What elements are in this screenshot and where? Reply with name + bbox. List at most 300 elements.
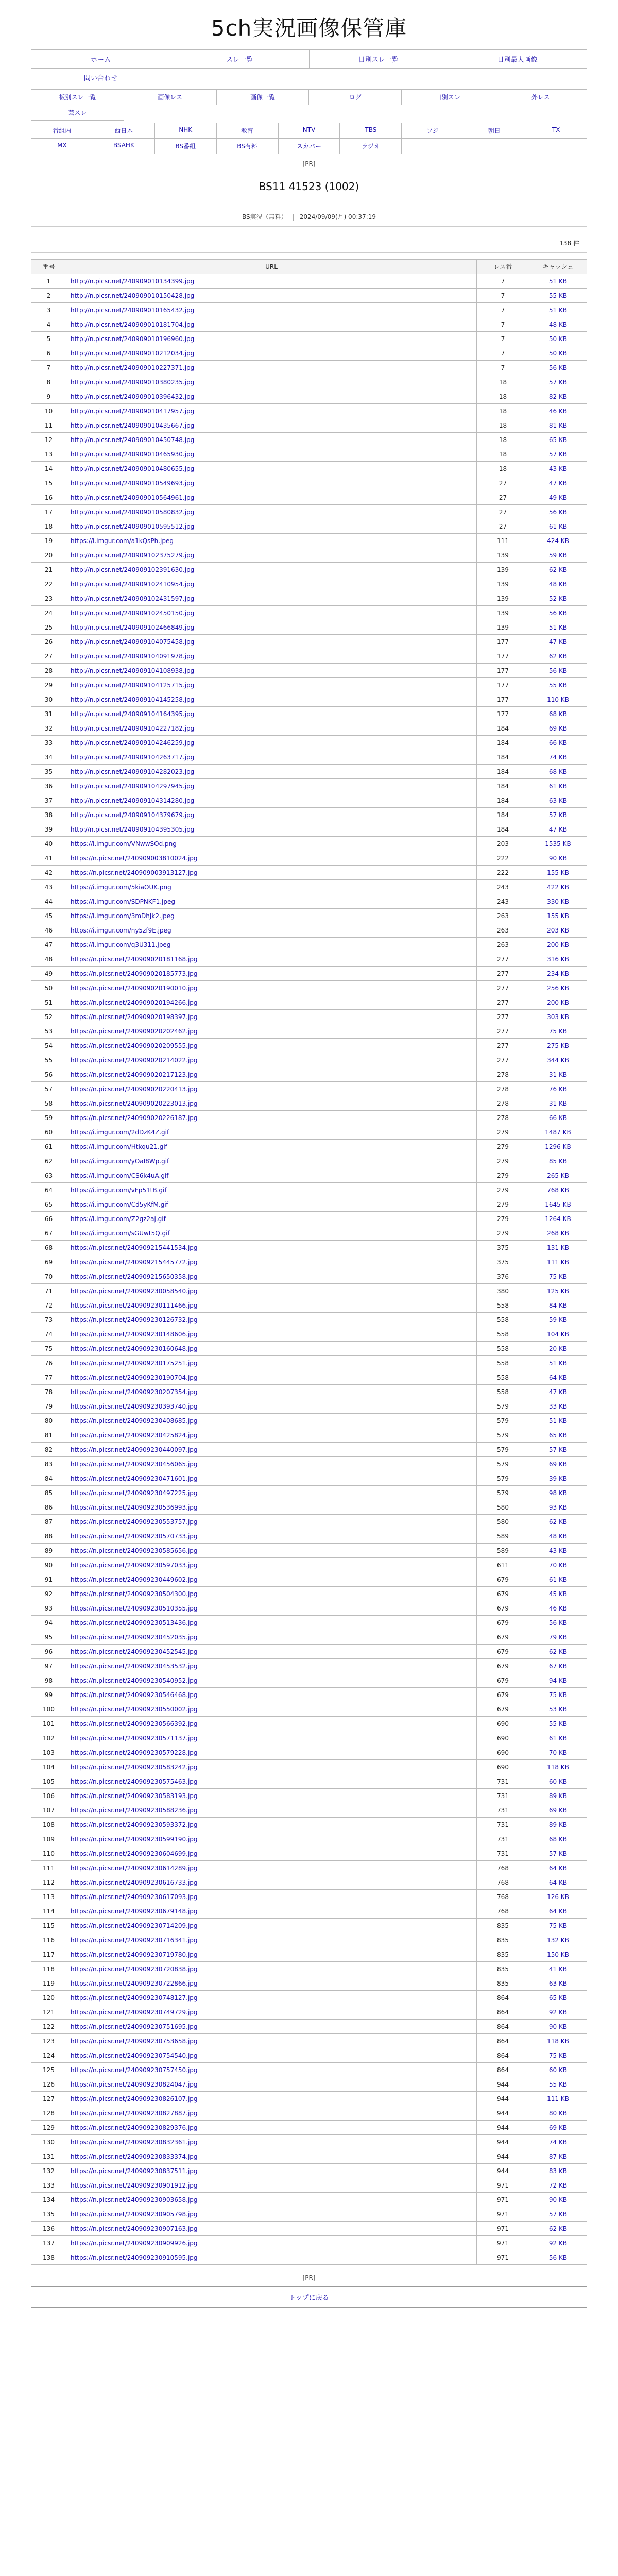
cache-size-link[interactable]: 256 KB <box>547 984 569 992</box>
image-url-link[interactable]: https://n.picsr.net/240909020181168.jpg <box>71 955 198 963</box>
cache-size-link[interactable]: 53 KB <box>548 1705 568 1713</box>
main-nav-item[interactable]: 日別最大画像 <box>448 50 587 69</box>
cache-size-link[interactable]: 57 KB <box>548 2210 568 2218</box>
image-url-link[interactable]: http://n.picsr.net/240909010480655.jpg <box>71 465 195 472</box>
cache-size-link[interactable]: 43 KB <box>548 465 568 472</box>
image-url-link[interactable]: https://n.picsr.net/240909020194266.jpg <box>71 998 198 1006</box>
cache-size-link[interactable]: 74 KB <box>548 2138 568 2146</box>
image-url-link[interactable]: http://n.picsr.net/240909010417957.jpg <box>71 407 195 415</box>
image-url-link[interactable]: https://n.picsr.net/240909215441534.jpg <box>71 1244 198 1251</box>
image-url-link[interactable]: https://n.picsr.net/240909230617093.jpg <box>71 1893 198 1901</box>
cache-size-link[interactable]: 62 KB <box>548 566 568 573</box>
cache-size-link[interactable]: 234 KB <box>547 970 569 977</box>
cache-size-link[interactable]: 64 KB <box>548 1907 568 1915</box>
cache-size-link[interactable]: 65 KB <box>548 1994 568 2002</box>
cache-size-link[interactable]: 62 KB <box>548 1518 568 1526</box>
cache-size-link[interactable]: 51 KB <box>548 1417 568 1425</box>
image-url-link[interactable]: https://n.picsr.net/240909230910595.jpg <box>71 2253 198 2261</box>
cache-size-link[interactable]: 57 KB <box>548 450 568 458</box>
cache-size-link[interactable]: 56 KB <box>548 667 568 674</box>
image-url-link[interactable]: https://n.picsr.net/240909230757450.jpg <box>71 2066 198 2074</box>
image-url-link[interactable]: http://n.picsr.net/240909102410954.jpg <box>71 580 195 588</box>
cache-size-link[interactable]: 111 KB <box>547 2095 569 2103</box>
image-url-link[interactable]: https://n.picsr.net/240909230905798.jpg <box>71 2210 198 2218</box>
image-url-link[interactable]: https://i.imgur.com/Htkqu21.gif <box>71 1143 167 1150</box>
cache-size-link[interactable]: 104 KB <box>547 1330 569 1338</box>
cache-size-link[interactable]: 87 KB <box>548 2153 568 2160</box>
image-url-link[interactable]: https://n.picsr.net/240909230504300.jpg <box>71 1590 198 1598</box>
cache-size-link[interactable]: 66 KB <box>548 739 568 747</box>
image-url-link[interactable]: https://n.picsr.net/240909230829376.jpg <box>71 2124 198 2131</box>
image-url-link[interactable]: https://n.picsr.net/240909230510355.jpg <box>71 1604 198 1612</box>
image-url-link[interactable]: https://n.picsr.net/240909230471601.jpg <box>71 1475 198 1482</box>
back-to-top-link[interactable]: トップに戻る <box>289 2294 329 2302</box>
image-url-link[interactable]: http://n.picsr.net/240909010196960.jpg <box>71 335 195 343</box>
image-url-link[interactable]: http://n.picsr.net/240909104246259.jpg <box>71 739 195 747</box>
image-url-link[interactable]: https://n.picsr.net/240909230540952.jpg <box>71 1676 198 1684</box>
image-url-link[interactable]: https://n.picsr.net/240909230748127.jpg <box>71 1994 198 2002</box>
image-url-link[interactable]: http://n.picsr.net/240909010435667.jpg <box>71 421 195 429</box>
image-url-link[interactable]: https://n.picsr.net/240909230190704.jpg <box>71 1374 198 1381</box>
image-url-link[interactable]: https://n.picsr.net/240909230837511.jpg <box>71 2167 198 2175</box>
image-url-link[interactable]: https://n.picsr.net/240909230585656.jpg <box>71 1547 198 1554</box>
sub-nav-item[interactable]: 日別スレ <box>402 90 494 105</box>
cache-size-link[interactable]: 63 KB <box>548 796 568 804</box>
sub-nav-item[interactable]: 画像一覧 <box>217 90 310 105</box>
cache-size-link[interactable]: 56 KB <box>548 364 568 371</box>
cache-size-link[interactable]: 84 KB <box>548 1301 568 1309</box>
image-url-link[interactable]: https://n.picsr.net/240909230111466.jpg <box>71 1301 198 1309</box>
cache-size-link[interactable]: 275 KB <box>547 1042 569 1049</box>
image-url-link[interactable]: https://n.picsr.net/240909230453532.jpg <box>71 1662 198 1670</box>
cache-size-link[interactable]: 51 KB <box>548 277 568 285</box>
image-url-link[interactable]: http://n.picsr.net/240909010150428.jpg <box>71 292 195 299</box>
image-url-link[interactable]: https://n.picsr.net/240909230175251.jpg <box>71 1359 198 1367</box>
image-url-link[interactable]: http://n.picsr.net/240909010380235.jpg <box>71 378 195 386</box>
cache-size-link[interactable]: 70 KB <box>548 1561 568 1569</box>
cache-size-link[interactable]: 47 KB <box>548 479 568 487</box>
cache-size-link[interactable]: 55 KB <box>548 2080 568 2088</box>
main-nav-item[interactable]: ホーム <box>31 50 170 69</box>
board-nav-item[interactable]: NTV <box>279 123 340 139</box>
cache-size-link[interactable]: 62 KB <box>548 652 568 660</box>
image-url-link[interactable]: https://i.imgur.com/a1kQsPh.jpeg <box>71 537 174 545</box>
cache-size-link[interactable]: 75 KB <box>548 1027 568 1035</box>
cache-size-link[interactable]: 110 KB <box>547 696 569 703</box>
image-url-link[interactable]: https://n.picsr.net/240909230616733.jpg <box>71 1878 198 1886</box>
cache-size-link[interactable]: 80 KB <box>548 2109 568 2117</box>
cache-size-link[interactable]: 55 KB <box>548 681 568 689</box>
cache-size-link[interactable]: 94 KB <box>548 1676 568 1684</box>
image-url-link[interactable]: http://n.picsr.net/240909102450150.jpg <box>71 609 195 617</box>
cache-size-link[interactable]: 63 KB <box>548 1979 568 1987</box>
image-url-link[interactable]: https://n.picsr.net/240909230456065.jpg <box>71 1460 198 1468</box>
image-url-link[interactable]: https://n.picsr.net/240909230452545.jpg <box>71 1648 198 1655</box>
board-nav-item[interactable]: ラジオ <box>340 139 402 154</box>
image-url-link[interactable]: https://n.picsr.net/240909230583193.jpg <box>71 1792 198 1800</box>
cache-size-link[interactable]: 57 KB <box>548 811 568 819</box>
image-url-link[interactable]: https://n.picsr.net/240909230393740.jpg <box>71 1402 198 1410</box>
cache-size-link[interactable]: 47 KB <box>548 638 568 646</box>
cache-size-link[interactable]: 62 KB <box>548 2225 568 2232</box>
cache-size-link[interactable]: 33 KB <box>548 1402 568 1410</box>
cache-size-link[interactable]: 203 KB <box>547 926 569 934</box>
board-nav-item[interactable]: BS番組 <box>155 139 217 154</box>
image-url-link[interactable]: https://n.picsr.net/240909230058540.jpg <box>71 1287 198 1295</box>
image-url-link[interactable]: https://n.picsr.net/240909230754540.jpg <box>71 2052 198 2059</box>
cache-size-link[interactable]: 98 KB <box>548 1489 568 1497</box>
board-nav-item[interactable]: TBS <box>340 123 402 139</box>
cache-size-link[interactable]: 48 KB <box>548 320 568 328</box>
image-url-link[interactable]: https://n.picsr.net/240909020226187.jpg <box>71 1114 198 1122</box>
image-url-link[interactable]: http://n.picsr.net/240909104164395.jpg <box>71 710 195 718</box>
image-url-link[interactable]: https://n.picsr.net/240909230550002.jpg <box>71 1705 198 1713</box>
cache-size-link[interactable]: 64 KB <box>548 1878 568 1886</box>
image-url-link[interactable]: https://n.picsr.net/240909020198397.jpg <box>71 1013 198 1021</box>
image-url-link[interactable]: https://n.picsr.net/240909230824047.jpg <box>71 2080 198 2088</box>
image-url-link[interactable]: https://n.picsr.net/240909230832361.jpg <box>71 2138 198 2146</box>
cache-size-link[interactable]: 39 KB <box>548 1475 568 1482</box>
sub-nav-item[interactable]: ログ <box>309 90 402 105</box>
image-url-link[interactable]: http://n.picsr.net/240909104395305.jpg <box>71 825 195 833</box>
image-url-link[interactable]: https://n.picsr.net/240909230909926.jpg <box>71 2239 198 2247</box>
image-url-link[interactable]: https://n.picsr.net/240909230566392.jpg <box>71 1720 198 1727</box>
image-url-link[interactable]: https://n.picsr.net/240909020220413.jpg <box>71 1085 198 1093</box>
image-url-link[interactable]: https://n.picsr.net/240909230575463.jpg <box>71 1777 198 1785</box>
image-url-link[interactable]: https://n.picsr.net/240909230583242.jpg <box>71 1763 198 1771</box>
main-nav-item[interactable]: スレ一覧 <box>170 50 310 69</box>
image-url-link[interactable]: https://i.imgur.com/Z2gz2aj.gif <box>71 1215 166 1223</box>
cache-size-link[interactable]: 1535 KB <box>545 840 571 848</box>
image-url-link[interactable]: https://i.imgur.com/VNwwSOd.png <box>71 840 177 848</box>
cache-size-link[interactable]: 155 KB <box>547 869 569 876</box>
image-url-link[interactable]: http://n.picsr.net/240909104282023.jpg <box>71 768 195 775</box>
cache-size-link[interactable]: 47 KB <box>548 1388 568 1396</box>
cache-size-link[interactable]: 69 KB <box>548 1460 568 1468</box>
sub-nav-item[interactable]: 外レス <box>494 90 587 105</box>
cache-size-link[interactable]: 72 KB <box>548 2181 568 2189</box>
board-nav-item[interactable]: BSAHK <box>93 139 155 154</box>
image-url-link[interactable]: https://n.picsr.net/240909020185773.jpg <box>71 970 198 977</box>
image-url-link[interactable]: https://i.imgur.com/ny5zf9E.jpeg <box>71 926 171 934</box>
board-nav-item[interactable]: フジ <box>402 123 464 139</box>
image-url-link[interactable]: http://n.picsr.net/240909104379679.jpg <box>71 811 195 819</box>
image-url-link[interactable]: https://n.picsr.net/240909230440097.jpg <box>71 1446 198 1453</box>
cache-size-link[interactable]: 68 KB <box>548 710 568 718</box>
cache-size-link[interactable]: 268 KB <box>547 1229 569 1237</box>
image-url-link[interactable]: https://n.picsr.net/240909230126732.jpg <box>71 1316 198 1324</box>
cache-size-link[interactable]: 43 KB <box>548 1547 568 1554</box>
cache-size-link[interactable]: 768 KB <box>547 1186 569 1194</box>
cache-size-link[interactable]: 46 KB <box>548 1604 568 1612</box>
image-url-link[interactable]: https://n.picsr.net/240909020217123.jpg <box>71 1071 198 1078</box>
image-url-link[interactable]: https://n.picsr.net/240909230679148.jpg <box>71 1907 198 1915</box>
cache-size-link[interactable]: 56 KB <box>548 2253 568 2261</box>
cache-size-link[interactable]: 200 KB <box>547 941 569 948</box>
image-url-link[interactable]: https://n.picsr.net/240909230513436.jpg <box>71 1619 198 1626</box>
cache-size-link[interactable]: 1645 KB <box>545 1200 571 1208</box>
cache-size-link[interactable]: 150 KB <box>547 1951 569 1958</box>
cache-size-link[interactable]: 59 KB <box>548 1316 568 1324</box>
cache-size-link[interactable]: 90 KB <box>548 2196 568 2204</box>
image-url-link[interactable]: http://n.picsr.net/240909010396432.jpg <box>71 393 195 400</box>
image-url-link[interactable]: http://n.picsr.net/240909104314280.jpg <box>71 796 195 804</box>
image-url-link[interactable]: https://n.picsr.net/240909230720838.jpg <box>71 1965 198 1973</box>
image-url-link[interactable]: https://n.picsr.net/240909230827887.jpg <box>71 2109 198 2117</box>
board-nav-item[interactable]: NHK <box>155 123 217 139</box>
image-url-link[interactable]: https://i.imgur.com/yOaI8Wp.gif <box>71 1157 169 1165</box>
board-nav-item[interactable]: 西日本 <box>93 123 155 139</box>
image-url-link[interactable]: https://n.picsr.net/240909230749729.jpg <box>71 2008 198 2016</box>
board-nav-item[interactable]: 朝日 <box>464 123 525 139</box>
cache-size-link[interactable]: 49 KB <box>548 494 568 501</box>
image-url-link[interactable]: https://n.picsr.net/240909003913127.jpg <box>71 869 198 876</box>
image-url-link[interactable]: https://i.imgur.com/q3U311.jpeg <box>71 941 171 948</box>
cache-size-link[interactable]: 45 KB <box>548 1590 568 1598</box>
cache-size-link[interactable]: 79 KB <box>548 1633 568 1641</box>
board-nav-item[interactable]: スカパー <box>279 139 340 154</box>
cache-size-link[interactable]: 155 KB <box>547 912 569 920</box>
image-url-link[interactable]: https://n.picsr.net/240909230614289.jpg <box>71 1864 198 1872</box>
cache-size-link[interactable]: 90 KB <box>548 2023 568 2030</box>
cache-size-link[interactable]: 68 KB <box>548 1835 568 1843</box>
image-url-link[interactable]: http://n.picsr.net/240909010549693.jpg <box>71 479 195 487</box>
thread-board[interactable]: BS実況（無料） <box>242 213 287 221</box>
image-url-link[interactable]: http://n.picsr.net/240909010212034.jpg <box>71 349 195 357</box>
cache-size-link[interactable]: 69 KB <box>548 2124 568 2131</box>
cache-size-link[interactable]: 69 KB <box>548 724 568 732</box>
board-nav-item[interactable]: BS有料 <box>217 139 279 154</box>
image-url-link[interactable]: https://n.picsr.net/240909230903658.jpg <box>71 2196 198 2204</box>
cache-size-link[interactable]: 56 KB <box>548 609 568 617</box>
cache-size-link[interactable]: 48 KB <box>548 1532 568 1540</box>
cache-size-link[interactable]: 424 KB <box>547 537 569 545</box>
cache-size-link[interactable]: 52 KB <box>548 595 568 602</box>
cache-size-link[interactable]: 20 KB <box>548 1345 568 1352</box>
cache-size-link[interactable]: 68 KB <box>548 768 568 775</box>
cache-size-link[interactable]: 92 KB <box>548 2008 568 2016</box>
cache-size-link[interactable]: 1296 KB <box>545 1143 571 1150</box>
cache-size-link[interactable]: 64 KB <box>548 1374 568 1381</box>
image-url-link[interactable]: https://n.picsr.net/240909230570733.jpg <box>71 1532 198 1540</box>
image-url-link[interactable]: https://n.picsr.net/240909215650358.jpg <box>71 1273 198 1280</box>
cache-size-link[interactable]: 422 KB <box>547 883 569 891</box>
cache-size-link[interactable]: 75 KB <box>548 1273 568 1280</box>
cache-size-link[interactable]: 51 KB <box>548 623 568 631</box>
image-url-link[interactable]: https://n.picsr.net/240909230425824.jpg <box>71 1431 198 1439</box>
cache-size-link[interactable]: 60 KB <box>548 1777 568 1785</box>
image-url-link[interactable]: https://i.imgur.com/Cd5yKfM.gif <box>71 1200 168 1208</box>
image-url-link[interactable]: http://n.picsr.net/240909104125715.jpg <box>71 681 195 689</box>
cache-size-link[interactable]: 65 KB <box>548 1431 568 1439</box>
image-url-link[interactable]: https://n.picsr.net/240909230833374.jpg <box>71 2153 198 2160</box>
site-title[interactable]: 5ch実況画像保管庫 <box>211 15 407 41</box>
image-url-link[interactable]: http://n.picsr.net/240909102466849.jpg <box>71 623 195 631</box>
image-url-link[interactable]: https://n.picsr.net/240909230753658.jpg <box>71 2037 198 2045</box>
cache-size-link[interactable]: 61 KB <box>548 782 568 790</box>
cache-size-link[interactable]: 83 KB <box>548 2167 568 2175</box>
image-url-link[interactable]: https://n.picsr.net/240909230716341.jpg <box>71 1936 198 1944</box>
cache-size-link[interactable]: 265 KB <box>547 1172 569 1179</box>
image-url-link[interactable]: http://n.picsr.net/240909010181704.jpg <box>71 320 195 328</box>
image-url-link[interactable]: https://n.picsr.net/240909230604699.jpg <box>71 1850 198 1857</box>
image-url-link[interactable]: http://n.picsr.net/240909010134399.jpg <box>71 277 195 285</box>
cache-size-link[interactable]: 118 KB <box>547 1763 569 1771</box>
image-url-link[interactable]: https://n.picsr.net/240909230449602.jpg <box>71 1575 198 1583</box>
cache-size-link[interactable]: 303 KB <box>547 1013 569 1021</box>
image-url-link[interactable]: https://n.picsr.net/240909230452035.jpg <box>71 1633 198 1641</box>
image-url-link[interactable]: http://n.picsr.net/240909104075458.jpg <box>71 638 195 646</box>
cache-size-link[interactable]: 200 KB <box>547 998 569 1006</box>
cache-size-link[interactable]: 41 KB <box>548 1965 568 1973</box>
image-url-link[interactable]: https://n.picsr.net/240909230714209.jpg <box>71 1922 198 1929</box>
image-url-link[interactable]: http://n.picsr.net/240909010595512.jpg <box>71 522 195 530</box>
image-url-link[interactable]: http://n.picsr.net/240909104263717.jpg <box>71 753 195 761</box>
cache-size-link[interactable]: 31 KB <box>548 1099 568 1107</box>
cache-size-link[interactable]: 1487 KB <box>545 1128 571 1136</box>
image-url-link[interactable]: https://i.imgur.com/5kiaOUK.png <box>71 883 171 891</box>
cache-size-link[interactable]: 89 KB <box>548 1792 568 1800</box>
image-url-link[interactable]: https://n.picsr.net/240909230719780.jpg <box>71 1951 198 1958</box>
image-url-link[interactable]: http://n.picsr.net/240909104297945.jpg <box>71 782 195 790</box>
image-url-link[interactable]: https://n.picsr.net/240909020223013.jpg <box>71 1099 198 1107</box>
image-url-link[interactable]: https://n.picsr.net/240909230160648.jpg <box>71 1345 198 1352</box>
image-url-link[interactable]: https://n.picsr.net/240909230593372.jpg <box>71 1821 198 1828</box>
cache-size-link[interactable]: 51 KB <box>548 306 568 314</box>
cache-size-link[interactable]: 31 KB <box>548 1071 568 1078</box>
cache-size-link[interactable]: 75 KB <box>548 2052 568 2059</box>
image-url-link[interactable]: https://n.picsr.net/240909230553757.jpg <box>71 1518 198 1526</box>
cache-size-link[interactable]: 55 KB <box>548 1720 568 1727</box>
image-url-link[interactable]: https://n.picsr.net/240909230408685.jpg <box>71 1417 198 1425</box>
cache-size-link[interactable]: 92 KB <box>548 2239 568 2247</box>
cache-size-link[interactable]: 118 KB <box>547 2037 569 2045</box>
image-url-link[interactable]: https://n.picsr.net/240909230497225.jpg <box>71 1489 198 1497</box>
board-nav-item[interactable]: TX <box>525 123 587 139</box>
image-url-link[interactable]: https://n.picsr.net/240909230588236.jpg <box>71 1806 198 1814</box>
image-url-link[interactable]: https://n.picsr.net/240909230207354.jpg <box>71 1388 198 1396</box>
cache-size-link[interactable]: 47 KB <box>548 825 568 833</box>
cache-size-link[interactable]: 126 KB <box>547 1893 569 1901</box>
cache-size-link[interactable]: 62 KB <box>548 1648 568 1655</box>
cache-size-link[interactable]: 65 KB <box>548 436 568 444</box>
cache-size-link[interactable]: 316 KB <box>547 955 569 963</box>
main-nav-item[interactable]: 日別スレ一覧 <box>310 50 449 69</box>
cache-size-link[interactable]: 90 KB <box>548 854 568 862</box>
cache-size-link[interactable]: 61 KB <box>548 1575 568 1583</box>
image-url-link[interactable]: https://n.picsr.net/240909230536993.jpg <box>71 1503 198 1511</box>
image-url-link[interactable]: http://n.picsr.net/240909010564961.jpg <box>71 494 195 501</box>
cache-size-link[interactable]: 74 KB <box>548 753 568 761</box>
cache-size-link[interactable]: 125 KB <box>547 1287 569 1295</box>
image-url-link[interactable]: http://n.picsr.net/240909104227182.jpg <box>71 724 195 732</box>
image-url-link[interactable]: https://i.imgur.com/3mDhJk2.jpeg <box>71 912 175 920</box>
image-url-link[interactable]: https://i.imgur.com/2dDzK4Z.gif <box>71 1128 169 1136</box>
cache-size-link[interactable]: 64 KB <box>548 1864 568 1872</box>
image-url-link[interactable]: https://n.picsr.net/240909230599190.jpg <box>71 1835 198 1843</box>
cache-size-link[interactable]: 344 KB <box>547 1056 569 1064</box>
cache-size-link[interactable]: 75 KB <box>548 1922 568 1929</box>
sub-nav-item[interactable]: 芸スレ <box>31 105 124 121</box>
cache-size-link[interactable]: 67 KB <box>548 1662 568 1670</box>
main-nav-item[interactable]: 問い合わせ <box>31 69 170 87</box>
image-url-link[interactable]: http://n.picsr.net/240909010450748.jpg <box>71 436 195 444</box>
image-url-link[interactable]: https://n.picsr.net/240909230148606.jpg <box>71 1330 198 1338</box>
image-url-link[interactable]: http://n.picsr.net/240909102391630.jpg <box>71 566 195 573</box>
cache-size-link[interactable]: 131 KB <box>547 1244 569 1251</box>
cache-size-link[interactable]: 111 KB <box>547 1258 569 1266</box>
board-nav-item[interactable]: 番組内 <box>31 123 93 139</box>
image-url-link[interactable]: https://n.picsr.net/240909230546468.jpg <box>71 1691 198 1699</box>
image-url-link[interactable]: https://n.picsr.net/240909020202462.jpg <box>71 1027 198 1035</box>
image-url-link[interactable]: https://n.picsr.net/240909230571137.jpg <box>71 1734 198 1742</box>
cache-size-link[interactable]: 57 KB <box>548 378 568 386</box>
cache-size-link[interactable]: 57 KB <box>548 1850 568 1857</box>
cache-size-link[interactable]: 56 KB <box>548 1619 568 1626</box>
cache-size-link[interactable]: 85 KB <box>548 1157 568 1165</box>
image-url-link[interactable]: http://n.picsr.net/240909010227371.jpg <box>71 364 195 371</box>
image-url-link[interactable]: http://n.picsr.net/240909010165432.jpg <box>71 306 195 314</box>
cache-size-link[interactable]: 81 KB <box>548 421 568 429</box>
image-url-link[interactable]: https://n.picsr.net/240909215445772.jpg <box>71 1258 198 1266</box>
cache-size-link[interactable]: 59 KB <box>548 551 568 559</box>
cache-size-link[interactable]: 55 KB <box>548 292 568 299</box>
cache-size-link[interactable]: 330 KB <box>547 897 569 905</box>
cache-size-link[interactable]: 93 KB <box>548 1503 568 1511</box>
sub-nav-item[interactable]: 画像レス <box>124 90 217 105</box>
cache-size-link[interactable]: 70 KB <box>548 1749 568 1756</box>
image-url-link[interactable]: http://n.picsr.net/240909010580832.jpg <box>71 508 195 516</box>
cache-size-link[interactable]: 50 KB <box>548 335 568 343</box>
cache-size-link[interactable]: 61 KB <box>548 1734 568 1742</box>
cache-size-link[interactable]: 89 KB <box>548 1821 568 1828</box>
cache-size-link[interactable]: 48 KB <box>548 580 568 588</box>
image-url-link[interactable]: https://i.imgur.com/sGUwt5Q.gif <box>71 1229 170 1237</box>
cache-size-link[interactable]: 66 KB <box>548 1114 568 1122</box>
cache-size-link[interactable]: 50 KB <box>548 349 568 357</box>
cache-size-link[interactable]: 46 KB <box>548 407 568 415</box>
image-url-link[interactable]: https://n.picsr.net/240909230907163.jpg <box>71 2225 198 2232</box>
image-url-link[interactable]: http://n.picsr.net/240909010465930.jpg <box>71 450 195 458</box>
image-url-link[interactable]: https://n.picsr.net/240909230722866.jpg <box>71 1979 198 1987</box>
cache-size-link[interactable]: 132 KB <box>547 1936 569 1944</box>
image-url-link[interactable]: https://i.imgur.com/SDPNKF1.jpeg <box>71 897 175 905</box>
image-url-link[interactable]: http://n.picsr.net/240909102375279.jpg <box>71 551 195 559</box>
image-url-link[interactable]: http://n.picsr.net/240909102431597.jpg <box>71 595 195 602</box>
image-url-link[interactable]: https://n.picsr.net/240909003810024.jpg <box>71 854 198 862</box>
image-url-link[interactable]: https://i.imgur.com/CS6k4uA.gif <box>71 1172 169 1179</box>
image-url-link[interactable]: https://i.imgur.com/vFp51tB.gif <box>71 1186 167 1194</box>
cache-size-link[interactable]: 82 KB <box>548 393 568 400</box>
image-url-link[interactable]: https://n.picsr.net/240909230901912.jpg <box>71 2181 198 2189</box>
image-url-link[interactable]: https://n.picsr.net/240909230579228.jpg <box>71 1749 198 1756</box>
image-url-link[interactable]: https://n.picsr.net/240909230751695.jpg <box>71 2023 198 2030</box>
image-url-link[interactable]: http://n.picsr.net/240909104145258.jpg <box>71 696 195 703</box>
cache-size-link[interactable]: 60 KB <box>548 2066 568 2074</box>
image-url-link[interactable]: http://n.picsr.net/240909104091978.jpg <box>71 652 195 660</box>
cache-size-link[interactable]: 69 KB <box>548 1806 568 1814</box>
image-url-link[interactable]: https://n.picsr.net/240909020209555.jpg <box>71 1042 198 1049</box>
image-url-link[interactable]: https://n.picsr.net/240909020214022.jpg <box>71 1056 198 1064</box>
cache-size-link[interactable]: 1264 KB <box>545 1215 571 1223</box>
board-nav-item[interactable]: MX <box>31 139 93 154</box>
cache-size-link[interactable]: 75 KB <box>548 1691 568 1699</box>
cache-size-link[interactable]: 76 KB <box>548 1085 568 1093</box>
sub-nav-item[interactable]: 板別スレ一覧 <box>31 90 124 105</box>
cache-size-link[interactable]: 57 KB <box>548 1446 568 1453</box>
board-nav-item[interactable]: 教育 <box>217 123 279 139</box>
image-url-link[interactable]: http://n.picsr.net/240909104108938.jpg <box>71 667 195 674</box>
